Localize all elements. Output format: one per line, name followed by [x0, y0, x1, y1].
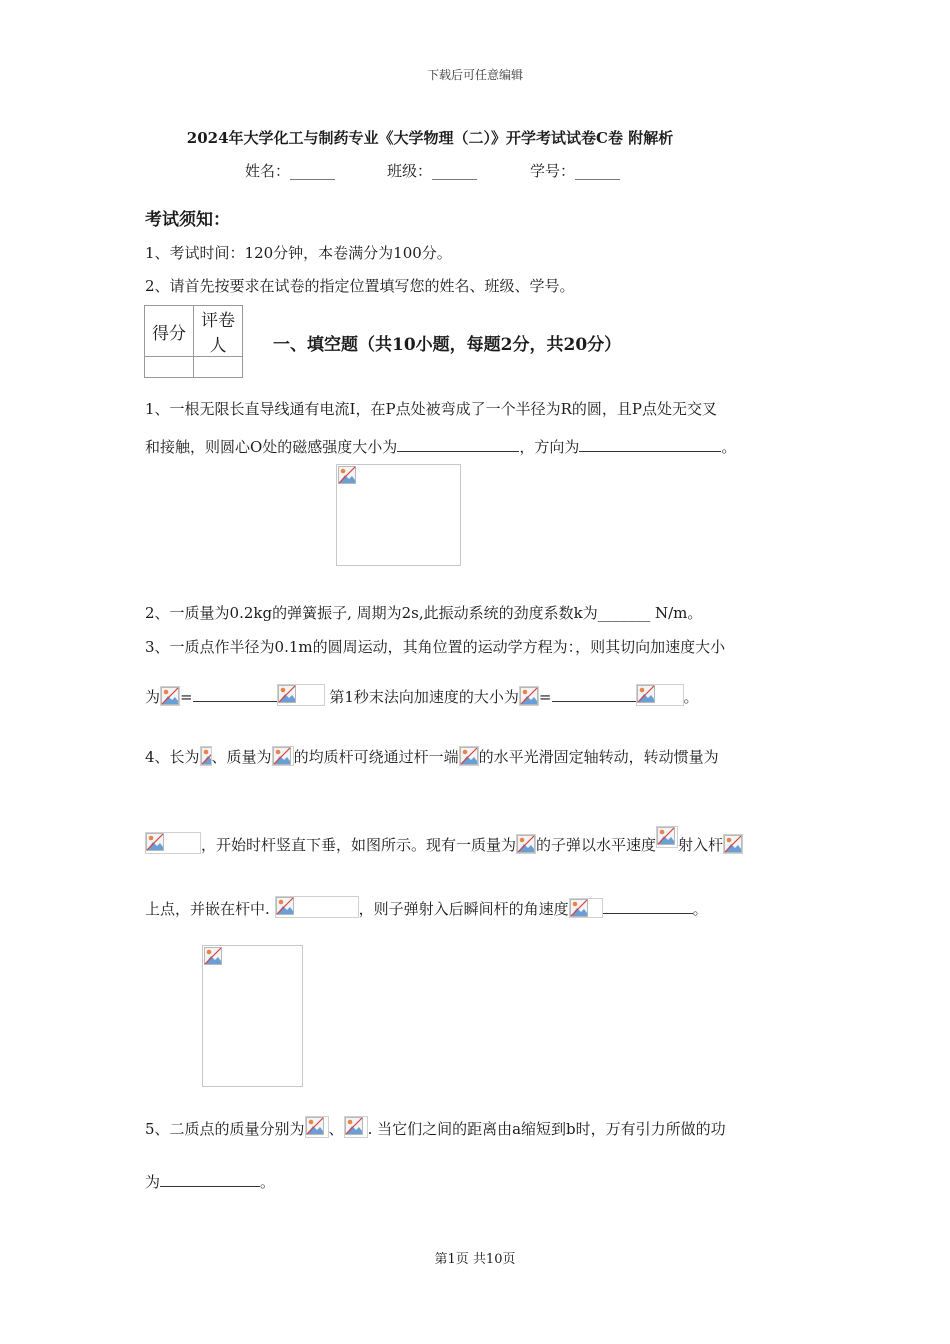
page-footer: 第1页 共10页 — [434, 1252, 516, 1267]
exam-title: 2024年大学化工与制药专业《大学物理（二）》开学考试试卷C卷 附解析 — [186, 129, 674, 147]
broken-image-icon — [146, 833, 164, 851]
formula-image — [459, 746, 479, 766]
section-title: 一、填空题（共10小题，每题2分，共20分） — [273, 335, 622, 355]
broken-image-icon — [276, 897, 294, 915]
answer-blank — [193, 685, 277, 702]
formula-image — [305, 1116, 329, 1138]
score-cell — [145, 357, 194, 378]
broken-image-icon — [345, 1117, 363, 1135]
score-label: 得分 — [145, 306, 194, 357]
formula-image — [636, 684, 684, 706]
question-5-line-2: 为 。 — [145, 1170, 275, 1192]
question-5-line-1: 5、二质点的质量分别为 、 . 当它们之间的距离由a缩短到b时，万有引力所做的功 — [145, 1116, 726, 1139]
question-2: 2、一质量为0.2kg的弹簧振子, 周期为2s,此振动系统的劲度系数k为_______ N/m。 — [145, 604, 703, 622]
broken-image-icon — [273, 747, 291, 765]
broken-image-icon — [278, 685, 296, 703]
figure-image — [202, 945, 303, 1087]
question-3-line-2: 为 = 第1秒末法向加速度的大小为 = 。 — [145, 684, 699, 707]
answer-blank — [160, 1170, 260, 1187]
formula-image — [656, 826, 678, 848]
broken-image-icon — [201, 747, 212, 765]
question-4-line-1: 4、长为 、质量为 的均质杆可绕通过杆一端 的水平光滑固定轴转动，转动惯量为 — [145, 748, 719, 766]
name-field: 姓名：______ — [245, 162, 336, 180]
broken-image-icon — [517, 835, 535, 853]
formula-image — [569, 898, 603, 918]
question-4-line-3: 上点，并嵌在杆中. ，则子弹射入后瞬间杆的角速度 。 — [145, 896, 708, 919]
question-3-line-1: 3、一质点作半径为0.1m的圆周运动，其角位置的运动学方程为：，则其切向加速度大小 — [145, 638, 726, 656]
question-1-line-1: 1、一根无限长直导线通有电流I，在P点处被弯成了一个半径为R的圆，且P点处无交叉 — [145, 400, 717, 418]
score-table — [144, 305, 243, 378]
broken-image-icon — [204, 947, 222, 965]
notice-item: 2、请首先按要求在试卷的指定位置填写您的姓名、班级、学号。 — [145, 277, 575, 295]
question-4-line-2: ，开始时杆竖直下垂，如图所示。现有一质量为 的子弹以水平速度 射入杆 — [145, 826, 743, 855]
broken-image-icon — [657, 827, 675, 845]
student-info-fields — [245, 160, 620, 181]
formula-image — [344, 1116, 368, 1138]
formula-image — [519, 686, 539, 706]
header-note: 下载后可任意编辑 — [426, 68, 523, 82]
question-1-line-2: 和接触，则圆心O处的磁感强度大小为 ，方向为 。 — [145, 435, 736, 457]
broken-image-icon — [460, 747, 478, 765]
class-field: 班级：______ — [387, 162, 478, 180]
broken-image-icon — [306, 1117, 324, 1135]
answer-blank — [397, 435, 519, 452]
notice-item: 1、考试时间：120分钟，本卷满分为100分。 — [145, 244, 452, 262]
broken-image-icon — [570, 899, 588, 917]
broken-image-icon — [724, 835, 742, 853]
grader-label: 评卷人 — [194, 306, 243, 357]
broken-image-icon — [637, 685, 655, 703]
answer-blank — [579, 435, 721, 452]
answer-blank — [552, 685, 636, 702]
formula-image — [277, 684, 325, 706]
broken-image-icon — [161, 687, 179, 705]
answer-blank — [603, 897, 693, 914]
formula-image — [723, 834, 743, 854]
formula-image — [145, 832, 201, 854]
broken-image-icon — [338, 466, 356, 484]
formula-image — [275, 896, 359, 918]
formula-image — [200, 746, 212, 766]
broken-image-icon — [520, 687, 538, 705]
student-id-field: 学号：______ — [530, 162, 621, 180]
notice-heading: 考试须知： — [145, 210, 230, 230]
formula-image — [272, 746, 294, 766]
grader-cell — [194, 357, 243, 378]
figure-image — [336, 464, 461, 566]
formula-image — [516, 834, 536, 854]
formula-image — [160, 686, 180, 706]
